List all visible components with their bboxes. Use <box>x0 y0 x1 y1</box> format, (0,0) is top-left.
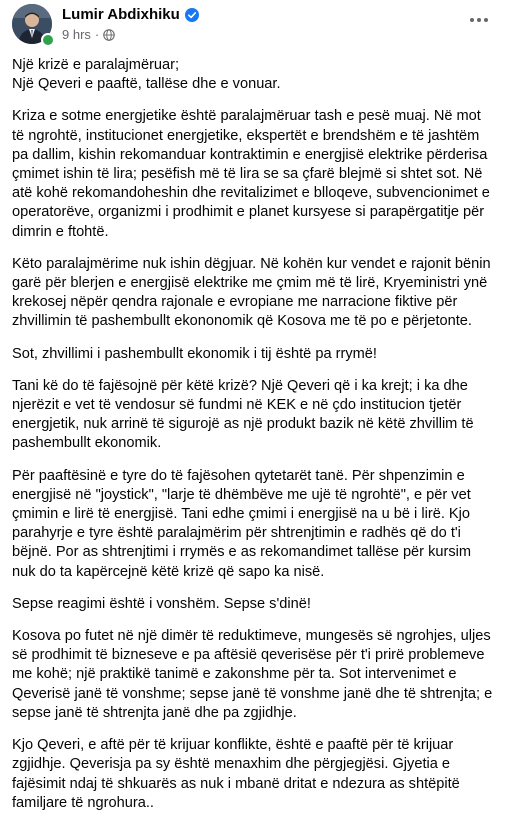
meta-separator: · <box>94 27 100 42</box>
author-name[interactable]: Lumir Abdixhiku <box>62 6 180 23</box>
post-paragraph: Kjo Qeveri, e aftë për të krijuar konflikte, është e paaftë për të krijuar zgjidhje. Qeverisja pa sy është menaxhim dhe përgjegjësi. Gjyetia e fajësimit ndaj të shkuarës as nuk i mbanë dritat e ndezura as shtëpitë familjare të ngrohura.. <box>12 737 460 811</box>
more-dot <box>477 18 481 22</box>
post-paragraph: Tani kë do të fajësojnë për këtë krizë? Një Qeveri që i ka krejt; i ka dhe njerëzit e vet të vendosur së fundmi në KEK e në çdo institucion tjetër energjetik, nuk arrinë të sigurojë as një produkt bazik në këtë zhvillim të pashembullt ekonomik. <box>12 377 474 452</box>
post-header <box>12 4 499 46</box>
post-timestamp[interactable]: 9 hrs <box>62 27 91 42</box>
globe-icon[interactable] <box>103 29 115 41</box>
more-dot <box>470 18 474 22</box>
online-status-icon <box>41 33 55 47</box>
post-paragraph: Sot, zhvillimi i pashembullt ekonomik i tij është pa rrymë! <box>12 345 377 362</box>
post-body <box>12 56 496 826</box>
post-paragraph: Këto paralajmërime nuk ishin dëgjuar. Në kohën kur vendet e rajonit bënin garë për blerjen e energjisë elektrike me çmim më të lirë, Kryeministri ynë krekosej nëpër qendra rajonale e evropiane me narracione fiktive për zhvillimin të pashembullt ekononomik që Kosova me të po e përjetonte. <box>12 255 491 330</box>
more-options-icon[interactable] <box>463 8 495 32</box>
post-paragraph: Kriza e sotme energjetike është paralajmëruar tash e pesë muaj. Në mot të ngrohtë, institucionet energjetike, ekspertët e brendshëm e të jashtëm pa dallim, kishin rekomanduar kontraktimin e energjisë elektrike përderisa çmimet ishin të lira; pesëfish më të lira se sa çfarë blejmë si shtet sot. Në atë kohë rekomandoheshin dhe revitalizimet e blloqeve, subvencionimet e operatorëve, organizmi i prodhimit e planet kursyese si parapërgatitje për dimrin e ftohtë. <box>12 108 490 240</box>
more-dot <box>484 18 488 22</box>
post-paragraph: Një krizë e paralajmëruar; Një Qeveri e paaftë, tallëse dhe e vonuar. <box>12 57 281 93</box>
post-paragraph: Sepse reagimi është i vonshëm. Sepse s'dinë! <box>12 595 311 612</box>
post-paragraph: Për paaftësinë e tyre do të fajësohen qytetarët tanë. Për shpenzimin e energjisë në "joystick", "larje të dhëmbëve me ujë të ngrohtë", e për vet çmimin e lirë të energjisë. Tani edhe çmimi i energjisë na u bë i lirë. Kjo parahyrje e tyre është paralajmërim për shtrenjtimin e radhës që do t'i bëjnë. Por as shtrenjtimi i rrymës e as rekomandimet tallëse për kursim nuk do ta kapërcejnë këtë krizë që sapo ka nisë. <box>12 467 472 580</box>
post-meta <box>62 27 115 42</box>
post-paragraph: Kosova po futet në një dimër të reduktimeve, mungesës së ngrohjes, uljes së prodhimit të bizneseve e pa aftësië qeverisëse për t'i prirë problemeve me kohë; një praktikë tanimë e zakonshme për ta. Sot intervenimet e Qeverisë janë të vonshme; sepse janë të vonshme janë dhe të shtrenjta; e sepse janë të shtrenjta janë dhe pa zgjidhje. <box>12 628 493 721</box>
verified-badge-icon <box>185 8 199 22</box>
